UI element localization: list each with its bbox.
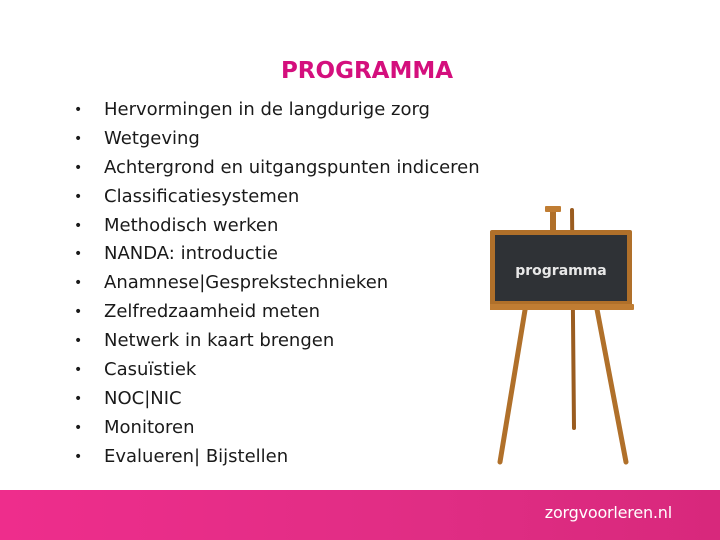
bullet-icon: • [74,217,83,234]
bullet-icon: • [74,246,83,263]
easel-left-leg [500,304,526,462]
bullet-icon: • [74,419,83,436]
slide-title: PROGRAMMA [280,58,454,84]
list-item-text: Netwerk in kaart brengen [104,330,335,352]
bullet-icon: • [74,304,83,321]
list-item-text: NANDA: introductie [104,243,278,265]
list-item-text: Wetgeving [104,127,200,149]
bullet-icon: • [74,333,83,350]
bullet-icon: • [74,188,83,205]
bullet-icon: • [74,448,83,465]
bullet-icon: • [74,130,83,147]
easel-right-leg [596,304,626,462]
bullet-icon: • [74,275,83,292]
list-item-text: Classificatiesystemen [104,185,300,207]
chalkboard-text: programma [515,263,607,279]
list-item-text: Anamnese|Gesprekstechnieken [104,272,389,294]
list-item-text: NOC|NIC [104,387,182,409]
brand-logo[interactable]: zorgvoorleren.nl [544,503,672,522]
easel-top-cap [545,206,561,212]
chalkboard-easel-image [490,200,640,465]
easel-ledge [490,304,634,310]
bullet-icon: • [74,159,83,176]
bullet-icon: • [74,390,83,407]
list-item-text: Monitoren [104,416,195,438]
list-item-text: Casuïstiek [104,359,197,381]
list-item-text: Achtergrond en uitgangspunten indiceren [104,156,480,178]
bullet-icon: • [74,362,83,379]
list-item-text: Zelfredzaamheid meten [104,301,321,323]
list-item-text: Evalueren| Bijstellen [104,445,289,467]
list-item-text: Methodisch werken [104,214,279,236]
bullet-icon: • [74,102,83,118]
list-item-text: Hervormingen in de langdurige zorg [104,99,430,120]
